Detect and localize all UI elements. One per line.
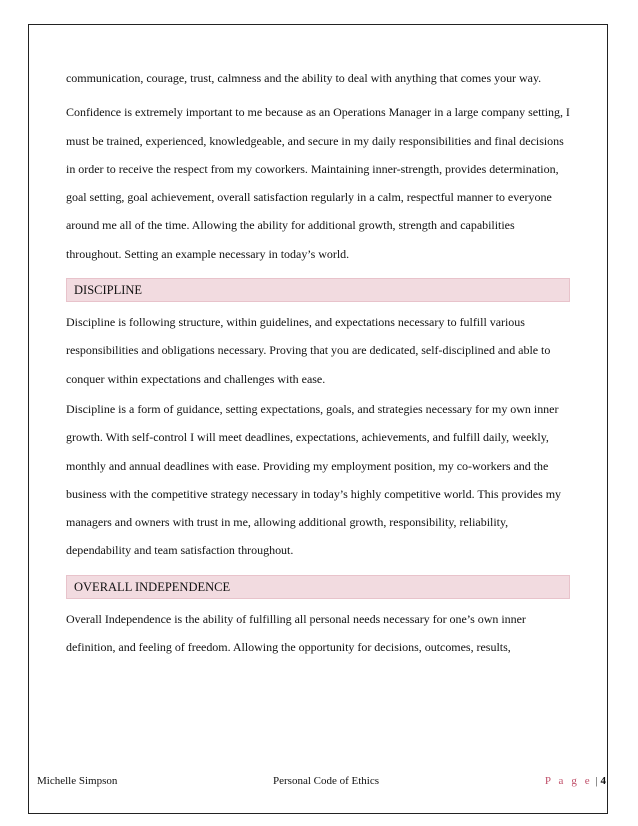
- footer-document-title: Personal Code of Ethics: [273, 775, 380, 787]
- paragraph-independence: Overall Independence is the ability of fulfilling all personal needs necessary for one’s own inner definition, and feeling of freedom. Allowing the opportunity for decisions, outcomes, results,: [66, 611, 526, 655]
- footer-page-word: P a g e: [544, 775, 593, 787]
- paragraph-discipline-growth: Discipline is a form of guidance, setting expectations, goals, and strategies necessary for my own inner growth. With self-control I will meet deadlines, expectations, achievements, and fulfill daily, weekly, monthly and annual deadlines with ease. Providing my employment position, my co-workers and the business with the competitive strategy necessary in today’s highly competitive world. This provides my managers and owners with trust in me, allowing additional growth, responsibility, reliability, dependability and team satisfaction throughout.: [66, 401, 561, 558]
- paragraph-discipline-definition: Discipline is following structure, within guidelines, and expectations necessary to fulfill various responsibilities and obligations necessary. Proving that you are dedicated, self-disciplined and able to conquer within expectations and challenges with ease.: [66, 315, 551, 386]
- document-body: [66, 64, 570, 661]
- page-footer: [37, 772, 606, 790]
- section-heading-discipline: DISCIPLINE: [66, 278, 570, 302]
- footer-page-separator: |: [595, 775, 598, 787]
- footer-author: Michelle Simpson: [37, 775, 118, 787]
- paragraph-communication: communication, courage, trust, calmness and the ability to deal with anything that comes your way.: [66, 71, 542, 85]
- footer-page-number: 4: [600, 775, 606, 787]
- section-heading-overall-independence: OVERALL INDEPENDENCE: [66, 575, 570, 599]
- paragraph-confidence: Confidence is extremely important to me because as an Operations Manager in a large company setting, I must be trained, experienced, knowledgeable, and secure in my daily responsibilities and final decisions in order to receive the respect from my coworkers. Maintaining inner-strength, provides determination, goal setting, goal achievement, overall satisfaction regularly in a calm, respectful manner to everyone around me all of the time. Allowing the ability for additional growth, strength and capabilities throughout. Setting an example necessary in today’s world.: [66, 105, 570, 261]
- footer-page-indicator: [545, 772, 606, 790]
